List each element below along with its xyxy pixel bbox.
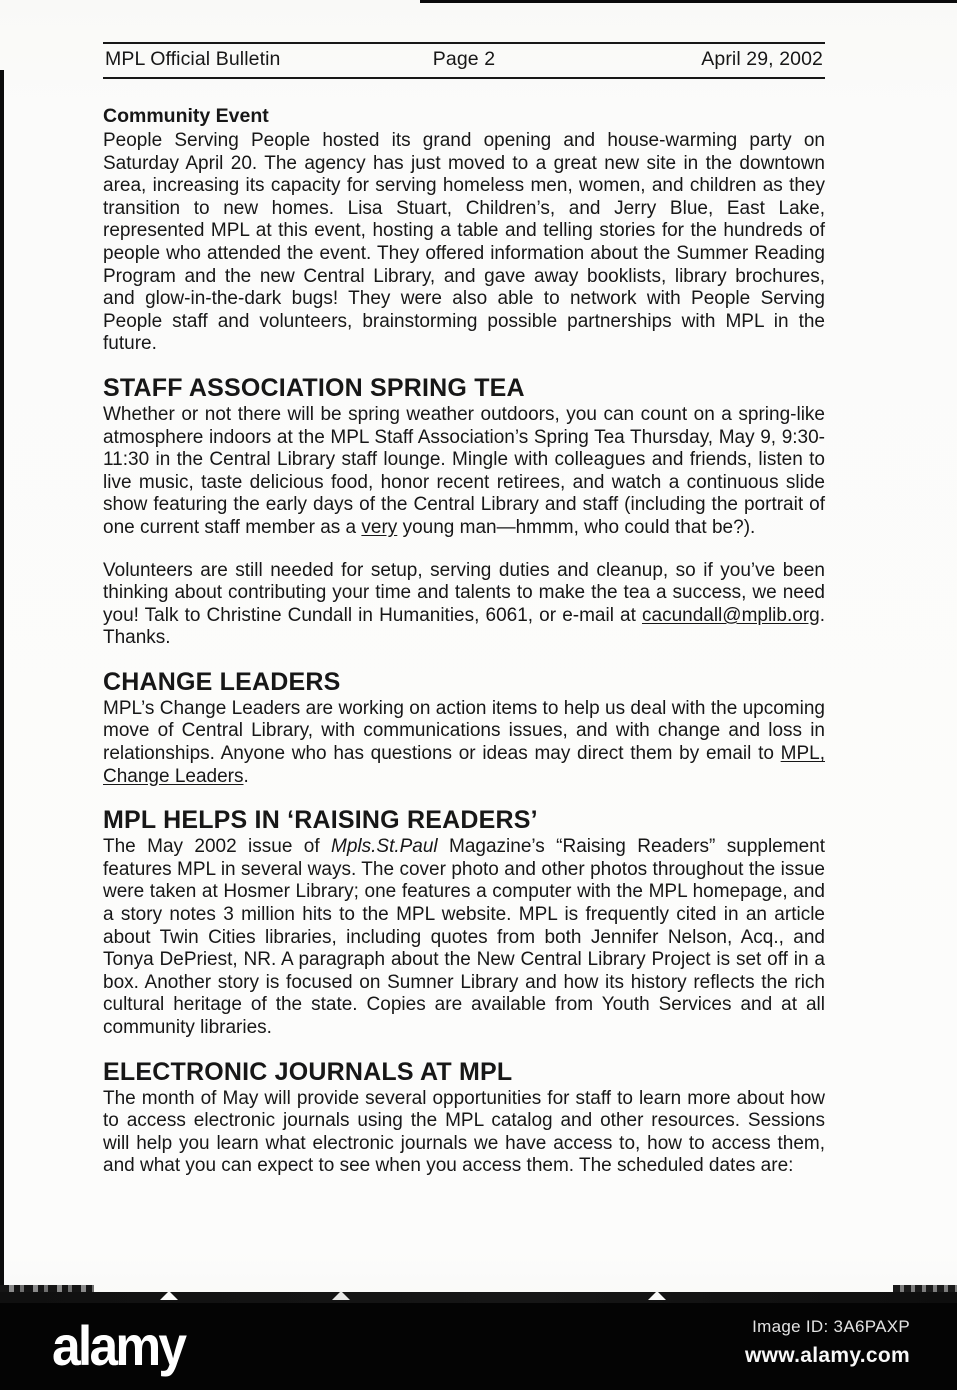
image-id-text: Image ID: 3A6PAXP (752, 1317, 910, 1336)
alamy-url-text: www.alamy.com (745, 1344, 910, 1367)
section-community-event (103, 105, 825, 356)
scan-artifact-notch (160, 1291, 178, 1300)
text-run: Volunteers are still needed for setup, serving duties and cleanup, so if you’ve been thinking about contributing your time and talents to make the tea a success, we need you! Talk to Christine Cundall in Humanities, 6061, or e-mail at (103, 559, 825, 626)
scan-artifact-edge-band (0, 1292, 957, 1303)
issue-date: April 29, 2002 (701, 48, 823, 70)
paragraph (103, 698, 825, 788)
text-run: People Serving People hosted its grand opening and house-warming party on Saturday April 20. The agency has just moved to a great new site in the downtown area, increasing its capacity for serving homeless men, women, and children as they transition to new homes. Lisa Stuart, Children’s, and Jerry Blue, East Lake, represented MPL at this event, hosting a table and telling stories for the hundreds of people who attended the event. They offered information about the Summer Reading Program and the new Central Library, and gave away booklists, library brochures, and glow-in-the-dark bugs! They were also able to network with People Serving People staff and volunteers, brainstorming possible partnerships with MPL in the future. (103, 130, 825, 355)
scan-artifact-notch (332, 1291, 350, 1300)
section-heading-staff-association-spring-tea: STAFF ASSOCIATION SPRING TEA (103, 373, 525, 402)
page-header (103, 44, 825, 77)
scan-artifact-left-bar (0, 70, 4, 1296)
text-run: The May 2002 issue of (103, 836, 331, 858)
bulletin-content (103, 42, 825, 1178)
paragraph (103, 560, 825, 650)
text-run: . (243, 765, 249, 787)
section-heading-change-leaders: CHANGE LEADERS (103, 667, 341, 696)
text-run: very (361, 516, 398, 538)
section-heading-mpl-helps-raising-readers: MPL HELPS IN ‘RAISING READERS’ (103, 806, 538, 835)
paragraph (103, 404, 825, 540)
email-link[interactable]: cacundall@mplib.org (642, 604, 820, 626)
paragraph (103, 130, 825, 356)
section-electronic-journals (103, 1058, 825, 1178)
paragraph (103, 1088, 825, 1178)
text-run: young man—hmmm, who could that be?). (397, 516, 756, 538)
text-run: The month of May will provide several opportunities for staff to learn more about how to access electronic journals using the MPL catalog and other resources. Sessions will help you learn what electronic journals we have access to, how to access them, and what you can expect to see when you access them. The scheduled dates are: (103, 1087, 825, 1177)
section-change-leaders (103, 668, 825, 788)
text-run: Whether or not there will be spring weather outdoors, you can count on a spring-like atmosphere indoors at the MPL Staff Association’s Spring Tea Thursday, May 9, 9:30-11:30 in the Central Library staff lounge. Mingle with colleagues and friends, listen to live music, taste delicious food, honor recent retirees, and watch a continuous slide show featuring the early days of the Central Library and staff (including the portrait of one current staff member as a (103, 403, 825, 538)
section-mpl-helps-raising-readers (103, 806, 825, 1039)
section-heading-electronic-journals: ELECTRONIC JOURNALS AT MPL (103, 1057, 513, 1086)
paragraph (103, 836, 825, 1039)
section-staff-association-spring-tea (103, 374, 825, 650)
text-run: MPL’s Change Leaders are working on action items to help us deal with the upcoming move of Central Library, with communications issues, and with change and loss in relationships. Anyone who has questions or ideas may direct them by email to (103, 697, 825, 765)
text-run: Magazine’s “Raising Readers” supplement features MPL in several ways. The cover photo and other photos throughout the issue were taken at Hosmer Library; one features a computer with the MPL homepage, and a story notes 3 million hits to the MPL website. MPL is frequently cited in an article about Twin Cities libraries, including quotes from both Jennifer Nelson, Acq., and Tonya DePriest, NR. A paragraph about the New Central Library Project is set off in a box. Another story is focused on Sumner Library and how its history reflects the rich cultural heritage of the state. Copies are available from Youth Services and at all community libraries. (103, 836, 825, 1038)
page-number: Page 2 (432, 48, 496, 70)
document-body (103, 79, 825, 1178)
section-heading-community-event: Community Event (103, 105, 269, 127)
alamy-watermark-bar (0, 1303, 957, 1390)
bulletin-title: MPL Official Bulletin (105, 48, 281, 70)
change-leaders-link[interactable]: MPL, Change Leaders (103, 743, 825, 787)
watermark-info (745, 1317, 910, 1368)
text-run: . Thanks. (103, 604, 825, 649)
scan-artifact-notch (648, 1291, 666, 1300)
text-run: Mpls.St.Paul (331, 836, 438, 858)
scan-artifact-top-line (420, 0, 957, 3)
alamy-logo: alamy (52, 1314, 185, 1377)
